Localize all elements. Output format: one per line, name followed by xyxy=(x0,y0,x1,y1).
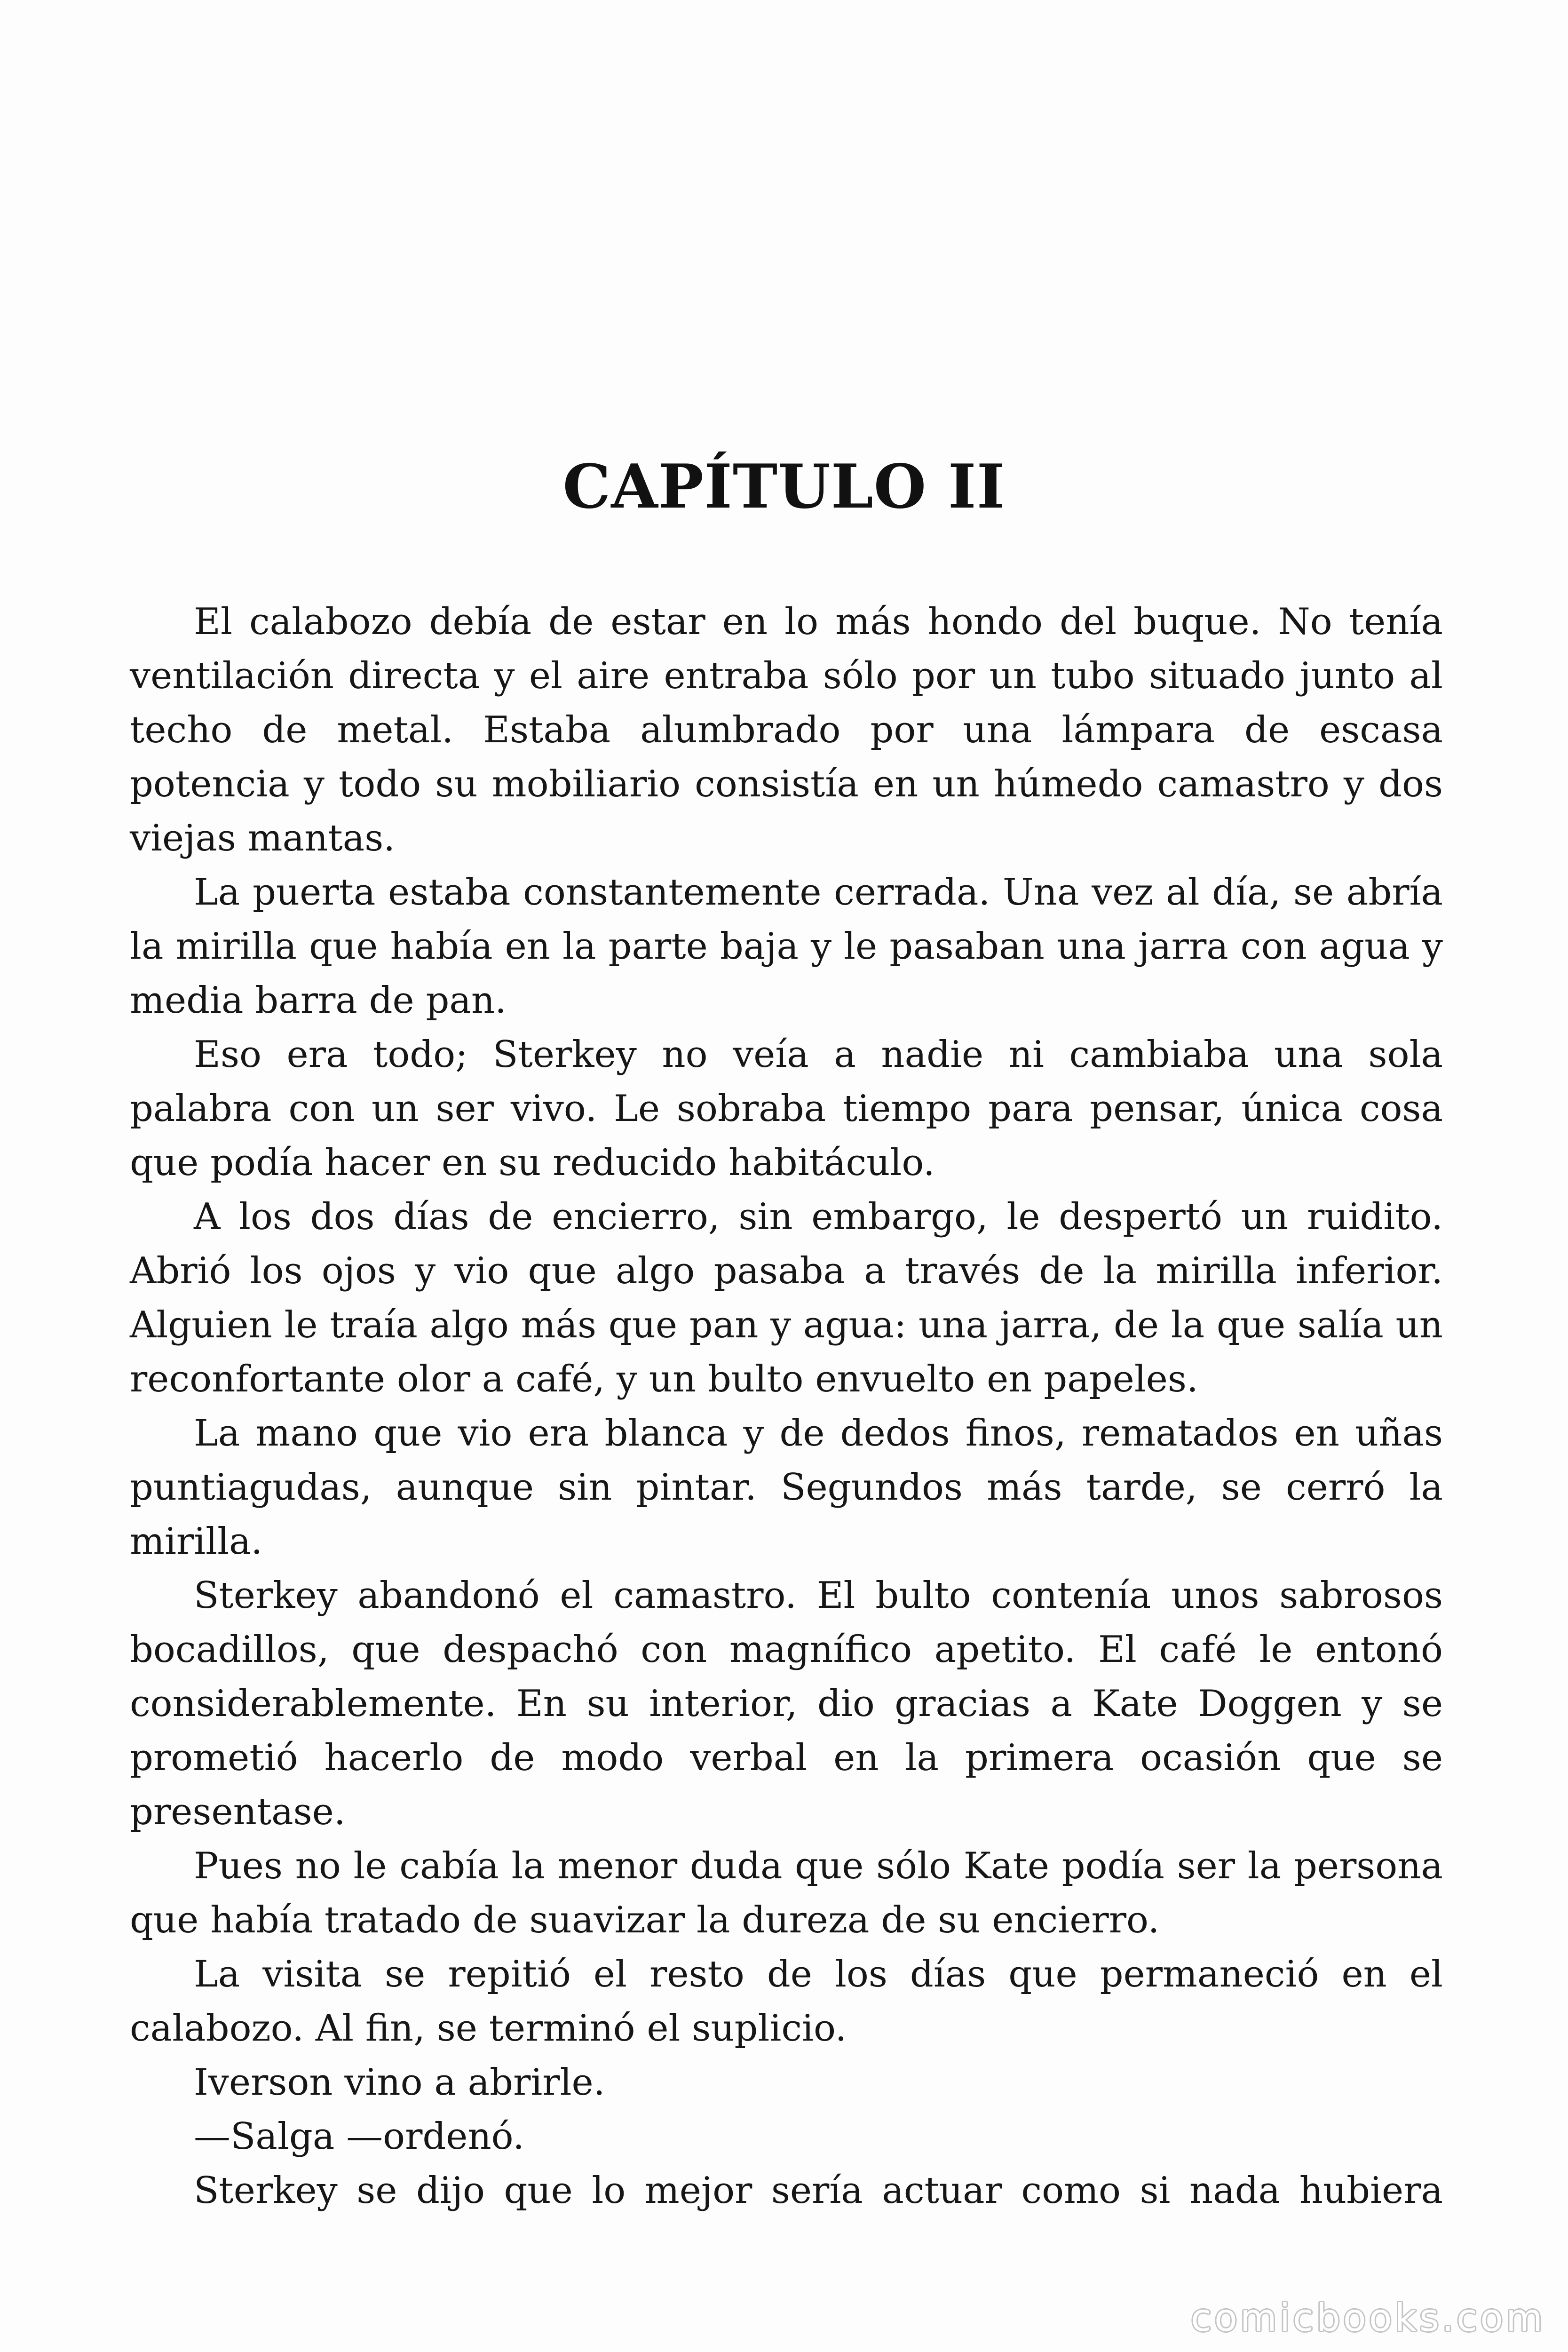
paragraph: Iverson vino a abrirle. xyxy=(194,2061,605,2104)
chapter-body xyxy=(130,595,1443,2218)
paragraph: La mano que vio era blanca y de dedos finos, rematados en uñas puntiagudas, aunque sin pintar. Segundos más tarde, se cerró la mirilla. xyxy=(130,1412,1443,1563)
chapter-title: CAPÍTULO II xyxy=(562,452,1006,522)
paragraph: Pues no le cabía la menor duda que sólo Kate podía ser la persona que había tratado de suavizar la dureza de su encierro. xyxy=(130,1845,1443,1941)
paragraph: Sterkey abandonó el camastro. El bulto contenía unos sabrosos bocadillos, que despachó con magnífico apetito. El café le entonó considerablemente. En su interior, dio gracias a Kate Doggen y se prometió hacerlo de modo verbal en la primera ocasión que se presentase. xyxy=(130,1574,1443,1833)
paragraph: Eso era todo; Sterkey no veía a nadie ni cambiaba una sola palabra con un ser vivo. Le sobraba tiempo para pensar, única cosa que podía hacer en su reducido habitáculo. xyxy=(130,1033,1443,1184)
paragraph: El calabozo debía de estar en lo más hondo del buque. No tenía ventilación directa y el aire entraba sólo por un tubo situado junto al techo de metal. Estaba alumbrado por una lámpara de escasa potencia y todo su mobiliario consistía en un húmedo camastro y dos viejas mantas. xyxy=(130,601,1443,859)
watermark: comicbooks.com xyxy=(1190,2296,1545,2340)
paragraph: La puerta estaba constantemente cerrada. Una vez al día, se abría la mirilla que había en la parte baja y le pasaban una jarra con agua y media barra de pan. xyxy=(130,871,1443,1022)
paragraph: La visita se repitió el resto de los días que permaneció en el calabozo. Al fin, se terminó el suplicio. xyxy=(130,1953,1443,2050)
paragraph: —Salga —ordenó. xyxy=(194,2115,525,2158)
paragraph: A los dos días de encierro, sin embargo, le despertó un ruidito. Abrió los ojos y vio que algo pasaba a través de la mirilla inferior. Alguien le traía algo más que pan y agua: una jarra, de la que salía un reconfortante olor a café, y un bulto envuelto en papeles. xyxy=(130,1196,1443,1400)
paragraph: Sterkey se dijo que lo mejor sería actuar como si nada hubiera xyxy=(194,2169,1443,2212)
